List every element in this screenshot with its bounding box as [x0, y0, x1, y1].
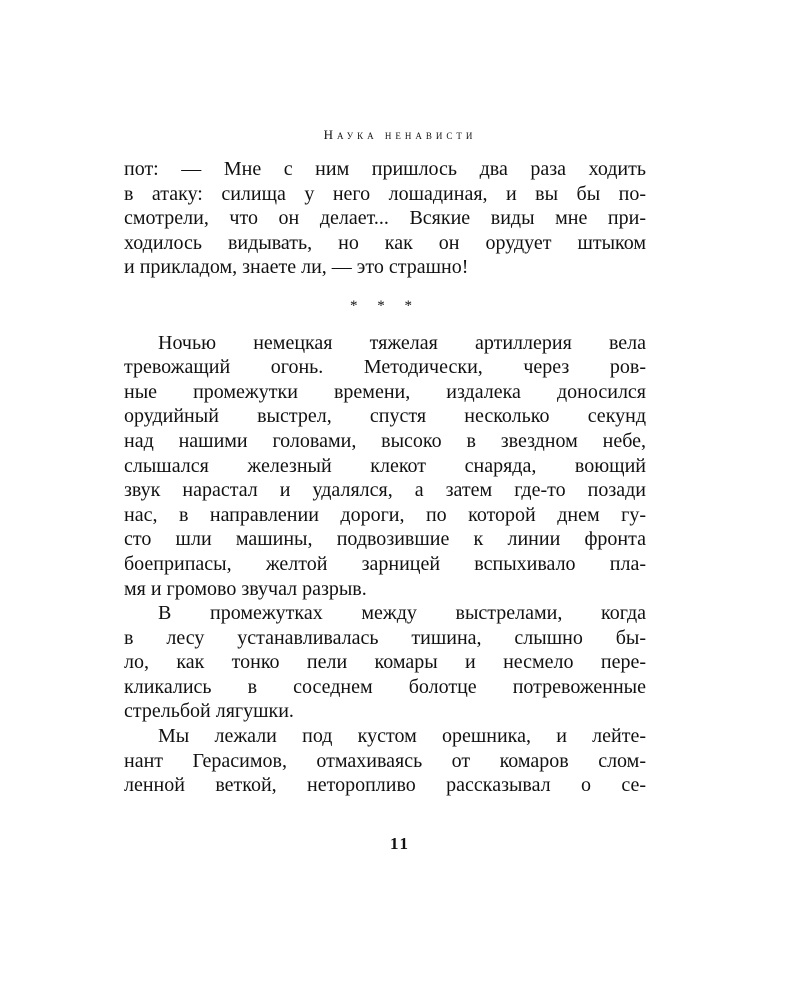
- text-line: мя и громово звучал разрыв.: [124, 577, 367, 600]
- text-line: боеприпасы, желтой зарницей вспыхивало пла-: [124, 552, 646, 575]
- text-line: смотрели, что он делает... Всякие виды мне при-: [124, 207, 646, 230]
- text-line: звук нарастал и удалялся, а затем где-то позади: [124, 479, 646, 502]
- text-line: ленной веткой, неторопливо рассказывал о се-: [124, 774, 646, 797]
- paragraph-silence: [124, 601, 646, 724]
- text-line: Мы лежали под кустом орешника, и лейте-: [158, 725, 646, 748]
- page-number: 11: [389, 834, 411, 853]
- text-line: кликались в соседнем болотце потревоженные: [124, 675, 646, 698]
- text-line: слышался железный клекот снаряда, воющий: [124, 454, 646, 477]
- text-line: сто шли машины, подвозившие к линии фронта: [124, 528, 646, 551]
- text-line: нас, в направлении дороги, по которой днем гу-: [124, 503, 646, 526]
- text-line: пот: — Мне с ним пришлось два раза ходить: [124, 158, 646, 180]
- paragraph-artillery: [124, 331, 646, 602]
- running-head: Наука ненависти: [323, 127, 477, 142]
- section-separator: * * *: [350, 297, 420, 314]
- text-line: ные промежутки времени, издалека доносился: [124, 380, 646, 403]
- text-line: орудийный выстрел, спустя несколько секунд: [124, 405, 646, 428]
- text-line: ло, как тонко пели комары и несмело пере-: [124, 651, 646, 674]
- text-line: Ночью немецкая тяжелая артиллерия вела: [158, 331, 646, 354]
- text-line: и прикладом, знаете ли, — это страшно!: [124, 256, 469, 279]
- text-line: ходилось видывать, но как он орудует штыком: [124, 231, 646, 254]
- page-text: [124, 157, 646, 798]
- text-line: стрельбой лягушки.: [124, 700, 294, 723]
- text-line: над нашими головами, высоко в звездном небе,: [124, 429, 646, 452]
- paragraph-hazel-bush: [124, 724, 646, 798]
- text-line: в лесу устанавливалась тишина, слышно бы-: [124, 626, 646, 649]
- text-line: нант Герасимов, отмахиваясь от комаров слом-: [124, 749, 646, 772]
- text-line: В промежутках между выстрелами, когда: [158, 602, 646, 625]
- text-block-continuation: [124, 157, 646, 280]
- text-line: в атаку: силища у него лошадиная, и вы бы по-: [124, 182, 646, 205]
- text-line: тревожащий огонь. Методически, через ров-: [124, 356, 646, 379]
